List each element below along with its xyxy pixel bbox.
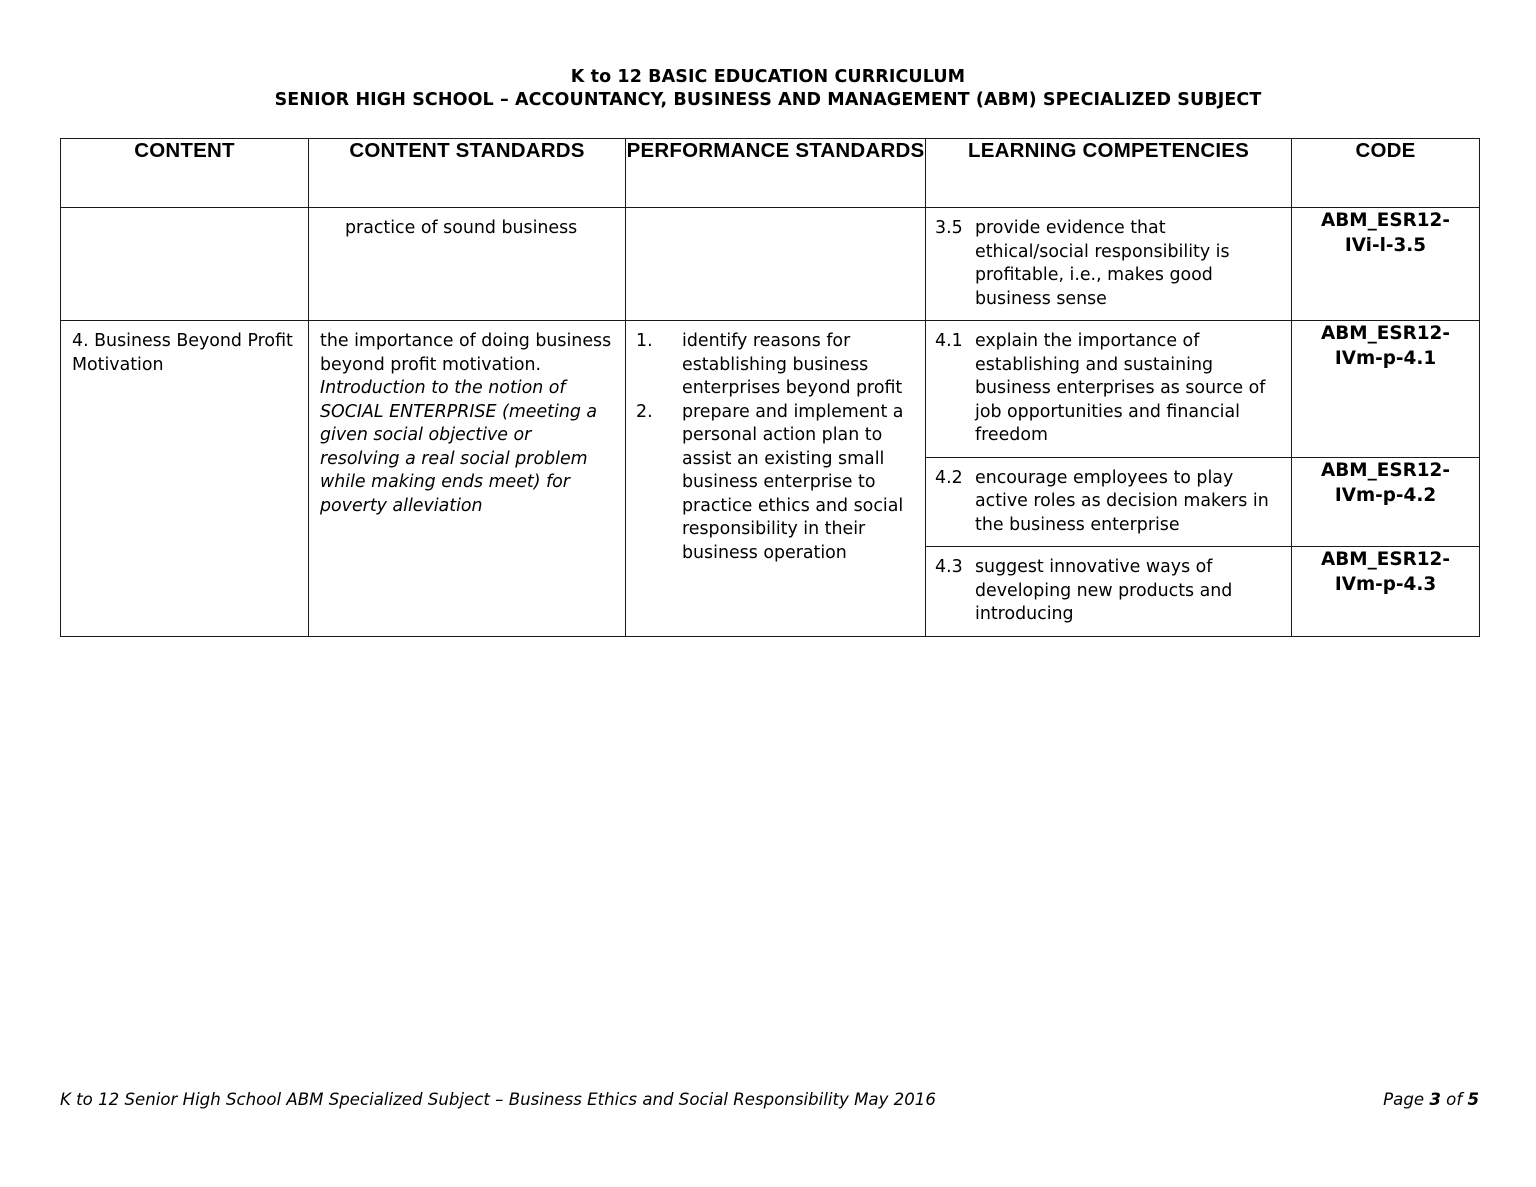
performance-standards-continued-text xyxy=(626,208,925,226)
performance-standard-text: identify reasons for establishing business enterprises beyond profit xyxy=(682,331,903,398)
performance-standard-text: prepare and implement a personal action plan to assist an existing small business enterprise to practice ethics and social responsibility in their business operation xyxy=(682,401,904,563)
page-header xyxy=(0,66,1536,112)
learning-competency-item xyxy=(926,547,1291,636)
code-line-1: ABM_ESR12- xyxy=(1321,210,1450,231)
content-continued-text xyxy=(61,208,308,226)
column-header-performance-standards: PERFORMANCE STANDARDS xyxy=(626,139,926,208)
table-row-continued-3-5 xyxy=(61,208,1480,321)
code-line-2: IVm-p-4.1 xyxy=(1334,348,1437,369)
footer-page-total: 5 xyxy=(1467,1090,1479,1109)
learning-competency-item xyxy=(926,321,1291,457)
content-standards-fragment: practice of sound business xyxy=(345,218,578,238)
learning-competency-item xyxy=(926,208,1291,320)
cell-code-4-3 xyxy=(1292,547,1480,637)
cell-performance-standards-continued xyxy=(626,208,926,321)
performance-standard-number: 2. xyxy=(636,401,653,422)
cell-content-standards-continued xyxy=(309,208,626,321)
code-line-2: IVi-l-3.5 xyxy=(1344,235,1427,256)
code-line-2: IVm-p-4.3 xyxy=(1334,574,1437,595)
cell-learning-competency-3-5 xyxy=(926,208,1292,321)
content-topic-4: 4. Business Beyond Profit Motivation xyxy=(72,331,293,375)
curriculum-table xyxy=(60,138,1480,637)
cell-code-3-5 xyxy=(1292,208,1480,321)
competency-text: suggest innovative ways of developing new products and introducing xyxy=(975,557,1233,624)
page-header-line-2: SENIOR HIGH SCHOOL – ACCOUNTANCY, BUSINESS AND MANAGEMENT (ABM) SPECIALIZED SUBJECT xyxy=(274,90,1262,110)
cell-performance-standards-4 xyxy=(626,321,926,637)
performance-standards-list xyxy=(626,321,925,574)
page-header-line-1: K to 12 BASIC EDUCATION CURRICULUM xyxy=(570,67,966,87)
content-standards-plain: the importance of doing business beyond profit motivation. xyxy=(320,331,612,375)
footer-of-word: of xyxy=(1440,1090,1468,1109)
competency-text: provide evidence that ethical/social responsibility is profitable, i.e., makes good business sense xyxy=(975,218,1230,309)
performance-standard-item xyxy=(636,401,919,566)
cell-code-4-1 xyxy=(1292,321,1480,458)
content-standards-4 xyxy=(309,321,625,527)
column-header-learning-competencies: LEARNING COMPETENCIES xyxy=(926,139,1292,208)
content-standards-italic: Introduction to the notion of SOCIAL ENTERPRISE (meeting a given social objective or resolving a real social problem while making ends meet) for poverty alleviation xyxy=(320,378,598,516)
performance-standard-item xyxy=(636,330,919,401)
performance-standard-number: 1. xyxy=(636,331,653,351)
code-line-2: IVm-p-4.2 xyxy=(1334,484,1437,506)
footer-page-indicator xyxy=(1383,1090,1479,1109)
column-header-content: CONTENT xyxy=(61,139,309,208)
learning-competency-item xyxy=(926,458,1291,547)
code-line-1: ABM_ESR12- xyxy=(1321,323,1450,344)
cell-code-4-2 xyxy=(1292,457,1480,547)
page-footer xyxy=(60,1090,1479,1109)
table-row-4-1 xyxy=(61,321,1480,458)
cell-learning-competency-4-2 xyxy=(926,457,1292,547)
cell-content-4 xyxy=(61,321,309,637)
competency-number: 4.2 xyxy=(935,467,963,488)
competency-text: explain the importance of establishing and sustaining business enterprises as source of job opportunities and financial freedom xyxy=(975,331,1266,445)
competency-number: 4.1 xyxy=(935,331,963,351)
cell-content-standards-4 xyxy=(309,321,626,637)
footer-page-number: 3 xyxy=(1429,1090,1441,1109)
competency-number: 4.3 xyxy=(935,557,963,577)
code-line-1: ABM_ESR12- xyxy=(1321,549,1450,570)
column-header-code: CODE xyxy=(1292,139,1480,208)
table-header-row xyxy=(61,139,1480,208)
column-header-content-standards: CONTENT STANDARDS xyxy=(309,139,626,208)
cell-learning-competency-4-3 xyxy=(926,547,1292,637)
cell-learning-competency-4-1 xyxy=(926,321,1292,458)
competency-text: encourage employees to play active roles as decision makers in the business enterprise xyxy=(975,467,1269,535)
cell-content-continued xyxy=(61,208,309,321)
code-line-1: ABM_ESR12- xyxy=(1321,459,1450,481)
footer-document-title: K to 12 Senior High School ABM Specialized Subject – Business Ethics and Social Responsibility May 2016 xyxy=(60,1090,936,1109)
footer-page-word: Page xyxy=(1383,1090,1430,1109)
competency-number: 3.5 xyxy=(935,218,963,238)
